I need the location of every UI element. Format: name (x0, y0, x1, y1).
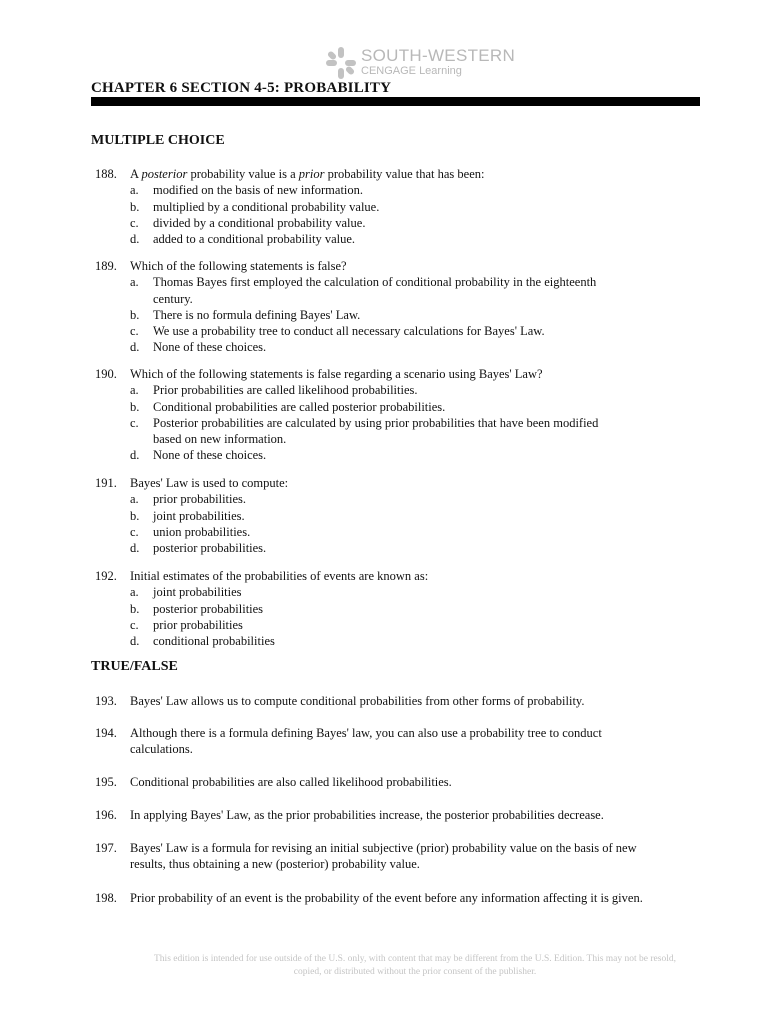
question-stem: Which of the following statements is false? (130, 259, 347, 273)
publisher-logo (325, 44, 545, 84)
answer-option: d. None of these choices. (130, 340, 267, 355)
question-number: 198. (95, 891, 117, 905)
question-stem: A posterior probability value is a prior probability value that has been: (130, 167, 485, 181)
answer-option: a. prior probabilities. (130, 492, 247, 507)
question-stem-continued: results, thus obtaining a new (posterior) probability value. (130, 857, 420, 872)
question-number: 192. (95, 569, 117, 583)
question-number: 195. (95, 775, 117, 789)
answer-option: c. divided by a conditional probability value. (130, 215, 366, 230)
question-stem: Which of the following statements is false regarding a scenario using Bayes' Law? (130, 367, 543, 381)
answer-option: d. added to a conditional probability value. (130, 232, 356, 247)
answer-option: b. Conditional probabilities are called posterior probabilities. (130, 399, 446, 414)
copyright-line-1: This edition is intended for use outside of the U.S. only, with content that may be different from the U.S. Edition. This may not be resold, (154, 954, 676, 964)
answer-option: a. Thomas Bayes first employed the calculation of conditional probability in the eighteenth (130, 275, 597, 290)
answer-option: a. Prior probabilities are called likelihood probabilities. (130, 383, 418, 398)
copyright-line-2: copied, or distributed without the prior consent of the publisher. (293, 966, 537, 977)
question-stem: Conditional probabilities are also called likelihood probabilities. (130, 775, 452, 789)
logo-line-2: CENGAGE Learning (361, 65, 462, 77)
answer-option: b. multiplied by a conditional probability value. (130, 199, 380, 214)
question-stem-continued: calculations. (130, 742, 193, 757)
question-number: 193. (95, 694, 117, 708)
answer-option: c. prior probabilities (130, 617, 243, 632)
question-192 (0, 568, 768, 649)
question-198 (0, 890, 768, 906)
cengage-logo-icon (325, 46, 357, 80)
question-number: 194. (95, 726, 117, 740)
copyright-notice (120, 953, 710, 978)
question-196 (0, 807, 768, 823)
question-stem: Initial estimates of the probabilities of events are known as: (130, 569, 429, 583)
question-stem: Bayes' Law is used to compute: (130, 476, 289, 490)
question-stem: Although there is a formula defining Bayes' law, you can also use a probability tree to conduct (130, 726, 602, 740)
question-stem: Bayes' Law is a formula for revising an initial subjective (prior) probability value on the basis of new (130, 841, 637, 855)
question-191 (0, 475, 768, 556)
question-number: 196. (95, 808, 117, 822)
answer-option-continued: century. (153, 291, 193, 306)
question-number: 191. (95, 476, 117, 490)
question-number: 190. (95, 367, 117, 381)
question-stem: Prior probability of an event is the probability of the event before any information affecting it is given. (130, 891, 643, 905)
title-divider (91, 97, 700, 106)
answer-option-continued: based on new information. (153, 432, 287, 447)
question-190 (0, 366, 768, 464)
answer-option: c. We use a probability tree to conduct all necessary calculations for Bayes' Law. (130, 324, 545, 339)
question-195 (0, 774, 768, 790)
answer-option: d. None of these choices. (130, 448, 267, 463)
section-heading-multiple-choice: MULTIPLE CHOICE (91, 133, 225, 148)
question-189 (0, 258, 768, 356)
answer-option: b. posterior probabilities (130, 601, 264, 616)
question-194 (0, 725, 768, 758)
answer-option: c. union probabilities. (130, 524, 251, 539)
answer-option: b. There is no formula defining Bayes' Law. (130, 307, 361, 322)
answer-option: b. joint probabilities. (130, 508, 245, 523)
question-number: 197. (95, 841, 117, 855)
question-197 (0, 840, 768, 873)
answer-option: a. modified on the basis of new information. (130, 183, 364, 198)
question-193 (0, 693, 768, 709)
question-number: 189. (95, 259, 117, 273)
answer-option: d. posterior probabilities. (130, 541, 267, 556)
question-stem: In applying Bayes' Law, as the prior probabilities increase, the posterior probabilities decrease. (130, 808, 604, 822)
logo-line-1: SOUTH-WESTERN (361, 46, 516, 65)
page-title: CHAPTER 6 SECTION 4-5: PROBABILITY (91, 80, 392, 96)
question-stem: Bayes' Law allows us to compute conditional probabilities from other forms of probability. (130, 694, 585, 708)
question-number: 188. (95, 167, 117, 181)
answer-option: d. conditional probabilities (130, 634, 275, 649)
question-188 (0, 166, 768, 247)
answer-option: a. joint probabilities (130, 585, 242, 600)
section-heading-true-false: TRUE/FALSE (91, 659, 178, 674)
answer-option: c. Posterior probabilities are calculated by using prior probabilities that have been modified (130, 415, 599, 430)
